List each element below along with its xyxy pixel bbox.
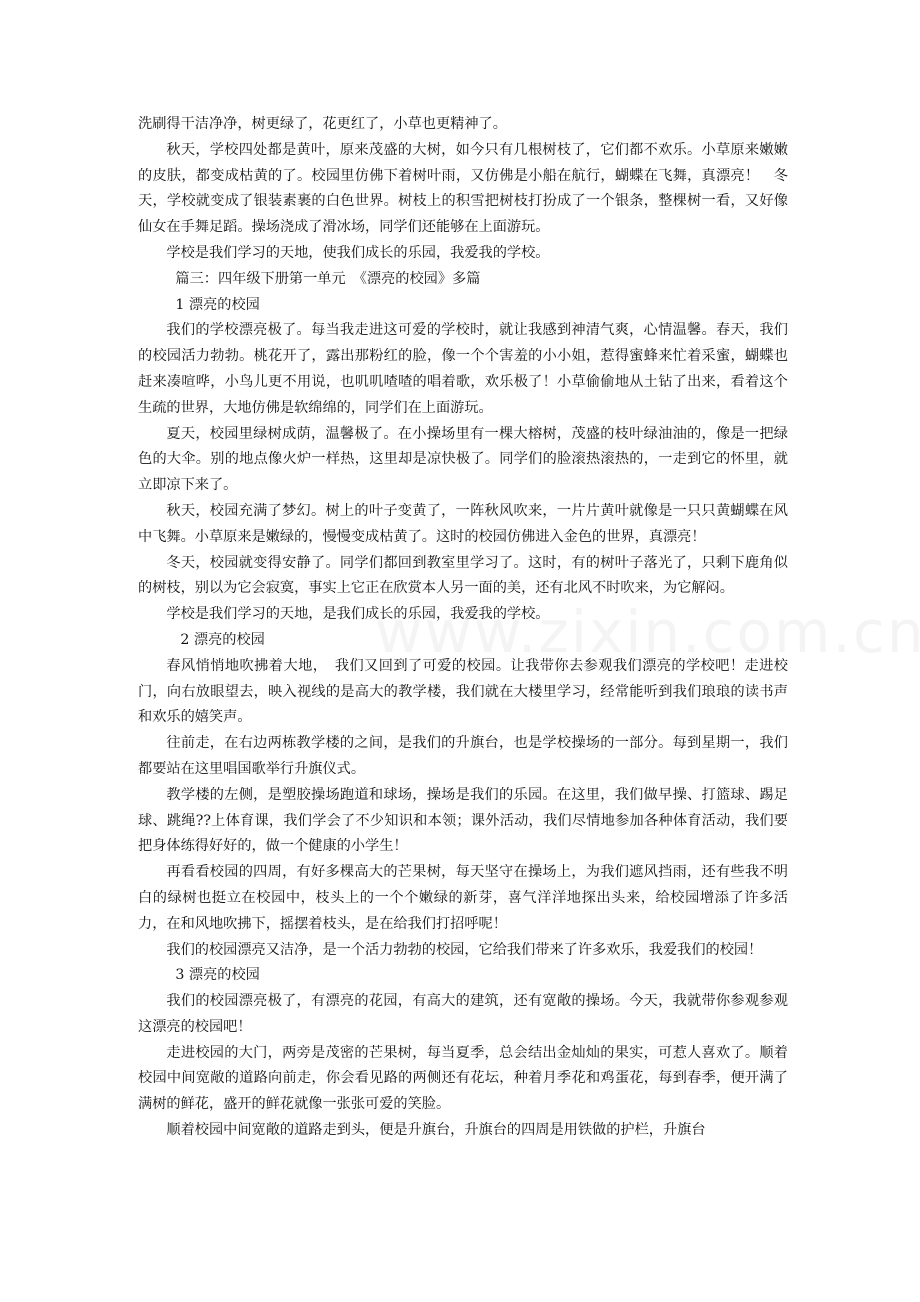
paragraph: 顺着校园中间宽敞的道路走到头，便是升旗台，升旗台的四周是用铁做的护栏，升旗台 bbox=[166, 1122, 706, 1139]
article-title: 2 漂亮的校园 bbox=[180, 631, 265, 648]
paragraph: 教学楼的左侧，是塑胶操场跑道和球场，操场是我们的乐园。在这里，我们做早操、打篮球、踢足球、跳绳??上体育课，我们学会了不少知识和本领；课外活动，我们尽情地参加各种体育活动，我们要把身体练得好好的，做一个健康的小学生！ bbox=[138, 786, 788, 855]
article-title: 3 漂亮的校园 bbox=[175, 967, 260, 984]
article-title: 1 漂亮的校园 bbox=[175, 296, 260, 313]
section-heading: 篇三：四年级下册第一单元 《漂亮的校园》多篇 bbox=[175, 270, 481, 287]
paragraph: 走进校园的大门，两旁是茂密的芒果树，每当夏季，总会结出金灿灿的果实，可惹人喜欢了。顺着校园中间宽敞的道路向前走，你会看见路的两侧还有花坛，种着月季花和鸡蛋花，每到春季，便开满了满树的鲜花，盛开的鲜花就像一张张可爱的笑脸。 bbox=[138, 1044, 788, 1113]
paragraph: 秋天，学校四处都是黄叶，原来茂盛的大树，如今只有几根树枝了，它们都不欢乐。小草原来嫩嫩的皮肤，都变成枯黄的了。校园里仿佛下着树叶雨，又仿佛是小船在航行，蝴蝶在飞舞，真漂亮！ 冬天，学校就变成了银装素裹的白色世界。树枝上的积雪把树枝打扮成了一个银条，整棵树一看，又好像仙女在手舞足蹈。操场浇成了滑冰场，同学们还能够在上面游玩。 bbox=[138, 141, 788, 236]
paragraph: 我们的校园漂亮极了，有漂亮的花园，有高大的建筑，还有宽敞的操场。今天，我就带你参观参观这漂亮的校园吧！ bbox=[138, 993, 788, 1035]
paragraph: 冬天，校园就变得安静了。同学们都回到教室里学习了。这时，有的树叶子落光了，只剩下鹿角似的树枝，别以为它会寂寞，事实上它正在欣赏本人另一面的美，还有北风不时吹来，为它解闷。 bbox=[138, 554, 788, 597]
paragraph: 学校是我们学习的天地，是我们成长的乐园，我爱我的学校。 bbox=[166, 606, 550, 623]
paragraph: 学校是我们学习的天地，使我们成长的乐园，我爱我的学校。 bbox=[166, 244, 550, 261]
paragraph: 洗刷得干洁净净，树更绿了，花更红了，小草也更精神了。 bbox=[138, 116, 507, 132]
paragraph: 春风悄悄地吹拂着大地， 我们又回到了可爱的校园。让我带你去参观我们漂亮的学校吧！走进校门，向右放眼望去，映入视线的是高大的教学楼，我们就在大楼里学习，经常能听到我们琅琅的读书声和欢乐的嬉笑声。 bbox=[138, 657, 788, 726]
document-page bbox=[138, 112, 788, 1144]
paragraph: 我们的学校漂亮极了。每当我走进这可爱的学校时，就让我感到神清气爽，心情温馨。春天，我们的校园活力勃勃。桃花开了，露出那粉红的脸，像一个个害羞的小小姐，惹得蜜蜂来忙着采蜜，蝴蝶也赶来凑喧哗，小鸟儿更不用说，也叽叽喳喳的唱着歌，欢乐极了！小草偷偷地从土钻了出来，看着这个生疏的世界，大地仿佛是软绵绵的，同学们在上面游玩。 bbox=[138, 322, 788, 416]
paragraph: 往前走，在右边两栋教学楼的之间，是我们的升旗台，也是学校操场的一部分。每到星期一，我们都要站在这里唱国歌举行升旗仪式。 bbox=[138, 735, 788, 777]
paragraph: 夏天，校园里绿树成荫，温馨极了。在小操场里有一棵大榕树，茂盛的枝叶绿油油的，像是一把绿色的大伞。别的地点像火炉一样热，这里却是凉快极了。同学们的脸滚热滚热的，一走到它的怀里，就立即凉下来了。 bbox=[138, 425, 788, 494]
paragraph: 秋天，校园充满了梦幻。树上的叶子变黄了，一阵秋风吹来，一片片黄叶就像是一只只黄蝴蝶在风中飞舞。小草原来是嫩绿的，慢慢变成枯黄了。这时的校园仿佛进入金色的世界，真漂亮！ bbox=[138, 502, 788, 545]
paragraph: 再看看校园的四周，有好多棵高大的芒果树，每天坚守在操场上，为我们遮风挡雨，还有些我不明白的绿树也挺立在校园中，枝头上的一个个嫩绿的新芽，喜气洋洋地探出头来，给校园增添了许多活力，在和风地吹拂下，摇摆着枝头，是在给我们打招呼呢！ bbox=[138, 864, 788, 932]
paragraph: 我们的校园漂亮又洁净，是一个活力勃勃的校园，它给我们带来了许多欢乐，我爱我们的校园！ bbox=[166, 941, 763, 958]
